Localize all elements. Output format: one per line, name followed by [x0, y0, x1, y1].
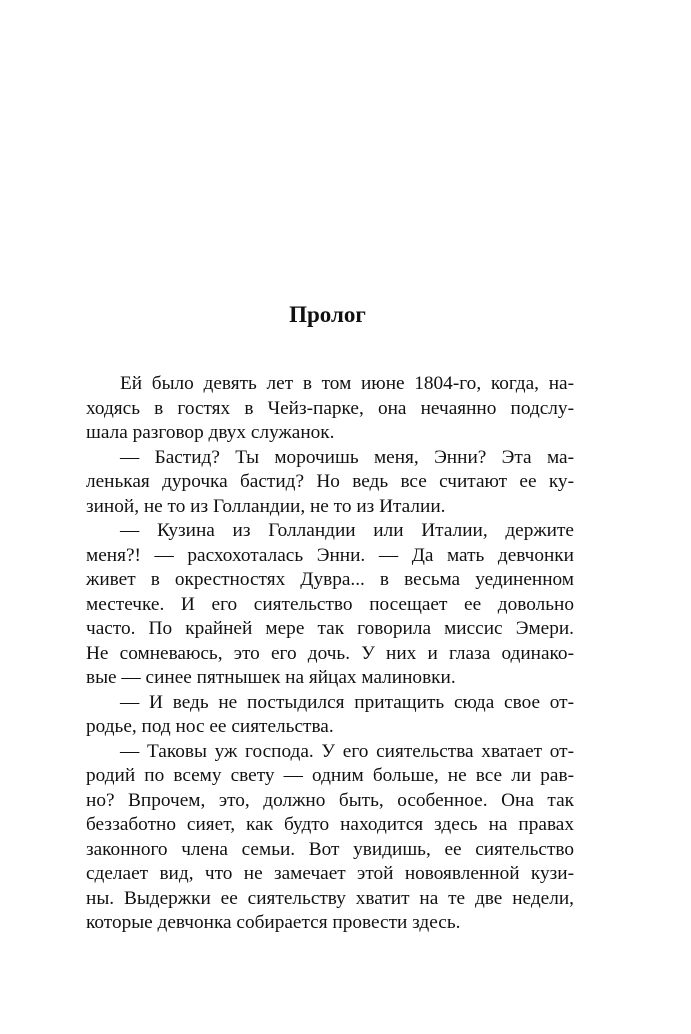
text-line: — Таковы уж господа. У его сиятельства хватает от-	[120, 740, 574, 762]
text-line: ленькая дурочка бастид? Но ведь все считают ее ку-	[86, 471, 574, 492]
text-line: но? Впрочем, это, должно быть, особенное. Она так	[86, 789, 574, 811]
text-line: которые девчонка собирается провести здесь.	[86, 912, 461, 933]
text-line: местечке. И его сиятельство посещает ее довольно	[86, 593, 574, 615]
text-line: шала разговор двух служанок.	[86, 422, 335, 443]
text-line: ны. Выдержки ее сиятельству хватит на те две недели,	[86, 887, 574, 909]
text-line: родье, под нос ее сиятельства.	[86, 716, 334, 737]
text-line: вые — синее пятнышек на яйцах малиновки.	[86, 667, 456, 688]
text-line: зиной, не то из Голландии, не то из Италии.	[86, 495, 446, 517]
text-line: законного члена семьи. Вот увидишь, ее сиятельство	[86, 838, 574, 860]
text-line: сделает вид, что не замечает этой новоявленной кузи-	[86, 863, 574, 884]
text-line: ходясь в гостях в Чейз-парке, она нечаянно подслу-	[86, 397, 574, 419]
text-line: — Кузина из Голландии или Италии, держите	[120, 520, 574, 541]
paragraph	[86, 740, 574, 936]
text-line: живет в окрестностях Дувра... в весьма уединенном	[86, 569, 574, 590]
paragraph	[86, 446, 574, 520]
chapter-body	[86, 372, 574, 936]
paragraph	[86, 372, 574, 446]
text-line: — Бастид? Ты морочишь меня, Энни? Эта ма-	[120, 446, 574, 468]
chapter-title: Пролог	[289, 302, 366, 327]
text-line: меня?! — расхохоталась Энни. — Да мать девчонки	[86, 544, 574, 566]
text-line: Не сомневаюсь, это его дочь. У них и глаза одинако-	[86, 642, 574, 664]
text-line: — И ведь не постыдился притащить сюда свое от-	[120, 691, 574, 713]
text-line: Ей было девять лет в том июне 1804-го, когда, на-	[120, 373, 574, 394]
text-line: беззаботно сияет, как будто находится здесь на правах	[86, 814, 574, 835]
paragraph	[86, 519, 574, 691]
text-line: часто. По крайней мере так говорила миссис Эмери.	[86, 618, 574, 639]
text-line: родий по всему свету — одним больше, не все ли рав-	[86, 765, 574, 786]
paragraph	[86, 691, 574, 740]
